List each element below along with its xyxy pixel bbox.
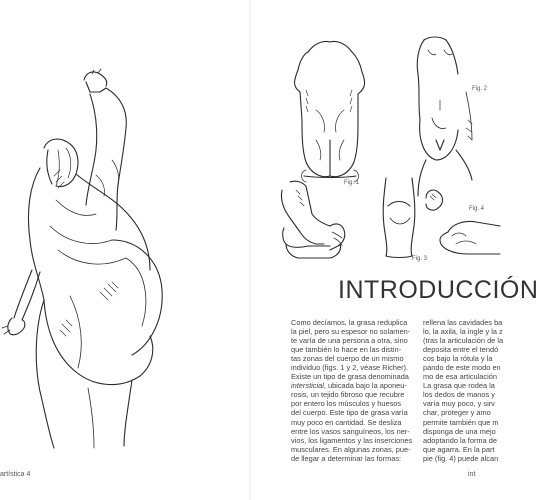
fig3-label: Fig. 3 xyxy=(412,256,428,262)
text-line: del cuerpo. Este tipo de grasa varía xyxy=(291,408,408,418)
knee-drawing xyxy=(383,178,415,258)
fig1-torso-back xyxy=(295,41,365,182)
left-figure-drawing xyxy=(2,69,162,448)
text-line: te varía de una persona a otra, sino xyxy=(291,336,408,346)
text-line: lo, la axila, la ingle y la z xyxy=(423,327,503,337)
fig2-label: Fig. 2 xyxy=(472,86,488,92)
text-line: (tras la articulación de la xyxy=(423,336,504,346)
fig1-label: Fig. 1 xyxy=(344,180,360,186)
text-line: individuo (figs. 1 y 2, véase Richer). xyxy=(291,363,409,373)
text-line: por entero los músculos y huesos xyxy=(291,399,402,409)
text-line: char, proteger y amo xyxy=(423,408,491,418)
footer-right-page: int xyxy=(468,471,476,478)
text-line: adoptando la forma de xyxy=(423,435,497,445)
text-line: musculares. En algunas zonas, pue- xyxy=(291,444,411,454)
text-line: vios, los ligamentos y las inserciones xyxy=(291,435,413,445)
page-gutter xyxy=(249,0,251,500)
text-line: deposita entre el tendó xyxy=(423,345,499,355)
text-column-2 xyxy=(423,318,513,463)
text-line: permite también que m xyxy=(423,417,499,427)
text-line: pando de este modo en xyxy=(423,363,501,373)
fig3-arm-drawing xyxy=(281,181,344,258)
text-line: los dedos de manos y xyxy=(423,390,495,400)
text-line: disponga de una mejo xyxy=(423,426,496,436)
text-line: muy poco en cantidad. Se desliza xyxy=(291,417,402,427)
text-line: entre los vasos sanguíneos, los ner- xyxy=(291,426,410,436)
text-line: que también lo hace en las distin- xyxy=(291,345,402,355)
fig4-label: Fig. 4 xyxy=(469,206,485,212)
text-line: cos bajo la rótula y la xyxy=(423,354,493,364)
foot-drawing xyxy=(440,221,500,254)
text-line: pie (fig. 4) puede alcan xyxy=(423,453,499,463)
text-line: de llegar a determinar las formas: xyxy=(291,453,402,463)
text-line: mo de esa articulación xyxy=(423,372,497,382)
text-line: intersticial, ubicada bajo la aponeu- xyxy=(291,381,407,391)
text-line: tas zonas del cuerpo de un mismo xyxy=(291,354,404,364)
text-column-1 xyxy=(291,318,417,463)
text-line: que agarra. En la part xyxy=(423,444,495,454)
chapter-title: INTRODUCCIÓN xyxy=(338,276,538,304)
fig2-torso-front xyxy=(417,37,472,196)
text-line: varía muy poco, y sirv xyxy=(423,399,495,409)
fig4-small-drawing xyxy=(426,190,443,210)
text-line: rosis, un tejido fibroso que recubre xyxy=(291,390,405,400)
text-line: la piel, pero su espesor no solamen- xyxy=(291,327,411,337)
text-line: La grasa que rodea la xyxy=(423,381,495,391)
text-line: Como decíamos, la grasa reduplica xyxy=(291,318,408,327)
footer-left-page: artística 4 xyxy=(0,471,31,478)
text-line: Existe un tipo de grasa denominada xyxy=(291,372,409,382)
text-line: rellena las cavidades ba xyxy=(423,318,503,327)
